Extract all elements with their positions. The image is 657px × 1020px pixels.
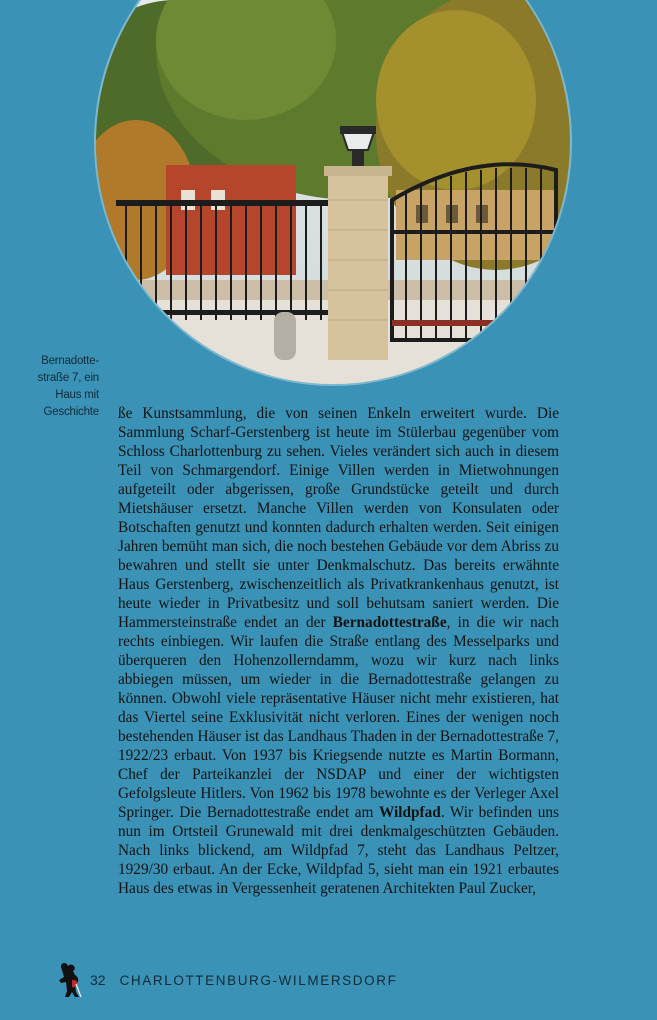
- body-text-segment: , in die wir nach rechts einbiegen. Wir laufen die Straße entlang des Messelparks und überqueren den Hohenzollerndamm, wozu wir kurz nach links abbiegen müssen, um wieder in die Bernadottestraße gelangen zu können. Obwohl viele repräsentative Häuser nicht mehr existieren, hat das Viertel seine Exklusivität nicht verloren. Eines der wenigen noch bestehenden Häuser ist das Landhaus Thaden in der Bernadottestraße 7, 1922/23 erbaut. Von 1937 bis Kriegsende nutzte es Martin Bormann, Chef der Parteikanzlei der NSDAP und einer der wichtigsten Gefolgsleute Hitlers. Von 1962 bis 1978 bewohnte es der Verleger Axel Springer. Die Bernadottestraße endet am: [118, 614, 559, 821]
- header-photo: [96, 0, 570, 384]
- body-text-segment: . Wir befinden uns nun im Ortsteil Grunewald mit drei denkmalgeschützten Gebäuden. Nach links blickend, am Wildpfad 7, steht das Landhaus Peltzer, 1929/30 erbaut. An der Ecke, Wildpfad 5, sieht man ein 1921 erbautes Haus des etwas in Vergessenheit geratenen Architekten Paul Zucker,: [118, 804, 559, 897]
- caption-line: straße 7, ein: [37, 372, 99, 384]
- bold-place-name: Wildpfad: [379, 804, 441, 821]
- page-footer: [52, 962, 397, 998]
- body-text-segment: ße Kunstsammlung, die von seinen Enkeln erweitert wurde. Die Sammlung Scharf-Gerstenberg ist heute im Stülerbau gegenüber vom Schloss Charlottenburg zu sehen. Vieles verändert sich auch in diesem Teil von Schmargendorf. Einige Villen werden in Mietwohnungen aufgeteilt oder abgerissen, große Grundstücke geteilt und durch Mietshäuser ersetzt. Manche Villen werden von Konsulaten oder Botschaften genutzt und konnten dadurch erhalten werden. Seit einigen Jahren bemüht man sich, die noch bestehen Gebäude vor dem Abriss zu bewahren und stellt sie unter Denkmalschutz. Das bereits erwähnte Haus Gerstenberg, zwischenzeitlich als Privatkrankenhaus genutzt, ist heute wieder in Privatbesitz und soll behutsam saniert werden. Die Hammersteinstraße endet an der: [118, 405, 559, 631]
- caption-line: Bernadotte-: [41, 355, 99, 367]
- caption-line: Geschichte: [43, 406, 99, 418]
- body-paragraph: [118, 404, 559, 898]
- page-number: 32: [90, 972, 106, 988]
- villa-gate-photo: [96, 0, 570, 384]
- berlin-bear-icon: [52, 962, 82, 998]
- chapter-title: CHARLOTTENBURG-WILMERSDORF: [119, 972, 398, 988]
- bold-place-name: Bernadottestraße: [332, 614, 447, 631]
- caption-line: Haus mit: [55, 389, 99, 401]
- article-body: [118, 404, 559, 898]
- photo-caption: [20, 353, 99, 421]
